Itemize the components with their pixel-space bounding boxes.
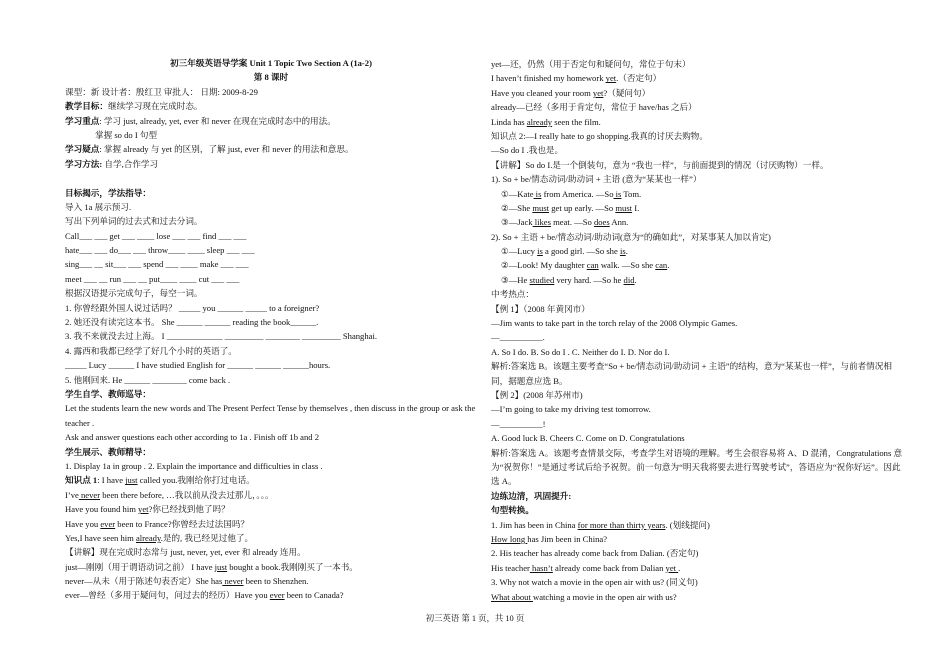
example-line [65, 517, 477, 531]
key-point-line [65, 114, 477, 128]
text-span: get up early. —So [549, 202, 616, 213]
text-span: ②—Look! My daughter [501, 260, 587, 271]
exercise-line: 3. Why not watch a movie in the open air with us? (同义句) [491, 577, 698, 588]
text-span: . [625, 246, 628, 257]
explanation-line: 【讲解】现在完成时态常与 just, never, yet, ever 和 already 连用。 [65, 547, 306, 558]
example-line [491, 86, 903, 100]
text-span: has Jim been in China? [527, 533, 608, 544]
text-span: meat. —So [550, 217, 594, 228]
dialog-line: —So do I .我也是。 [491, 145, 564, 156]
text-span: never—从未（用于陈述句表否定）She has [65, 576, 223, 587]
question-line: —Jim wants to take part in the torch relay of the 2008 Olympic Games. [491, 318, 738, 329]
underlined-word: yet [665, 562, 679, 573]
analysis-text: 解析:答案选 B。该题主要考查“So + be/情态动词/助动词 + 主语”的结构，意为“某某也一样”，与前者情况相同，据题意应选 B。 [491, 361, 892, 386]
text-span: watching a movie in the open air with us? [533, 591, 677, 602]
text-span: : I have [97, 475, 126, 486]
underlined-word: just [214, 561, 228, 572]
text-span: . [667, 260, 670, 271]
text-span: ?（疑问句） [603, 87, 651, 98]
example-line [65, 574, 477, 588]
display-heading: 学生展示、教师精导： [65, 446, 151, 457]
example-line [491, 273, 903, 287]
example-line [491, 187, 903, 201]
knowledge-point-2: 知识点 2:—I really hate to go shopping.我真的讨厌去购物。 [491, 130, 708, 141]
answer-blank: —__________! [491, 418, 546, 429]
text-span: bought a book.我刚刚买了一本书。 [227, 561, 358, 572]
text-span: . (划线提问) [665, 519, 710, 530]
left-column [65, 56, 477, 603]
text-span: ①—Lucy [501, 246, 538, 257]
example-line [491, 244, 903, 258]
answer-blank: —__________. [491, 332, 545, 343]
meta-line: 课型：新 设计者：殷红卫 审批人： 日期: 2009-8-29 [65, 86, 258, 97]
exercise-line [491, 518, 903, 532]
text-span: a good girl. —So she [542, 246, 620, 257]
difficulty-line [65, 142, 477, 156]
text-span: Linda has [491, 116, 527, 127]
usage-line: already—已经（多用于肯定句，常位于 have/has 之后） [491, 102, 697, 113]
text-span: from America. —So [541, 188, 614, 199]
text-span: ever—曾经（多用于疑问句，问过去的经历）Have you [65, 590, 270, 601]
intro-line: 导入 1a 展示预习. [65, 201, 132, 212]
rule-line: 1). So + be/情态动词/助动词 + 主语 (意为“某某也一样”） [491, 174, 702, 185]
example-1-heading: 【例 1】（2008 年黄冈市） [491, 303, 590, 314]
options-line: A. Good luck B. Cheers C. Come on D. Congratulations [491, 433, 685, 444]
text-span: ②—She [501, 202, 533, 213]
period-label: 第 8 课时 [253, 72, 289, 83]
difficulty-label: 学习疑点 [65, 144, 100, 155]
example-line [491, 258, 903, 272]
word-row: Call___ ___ get ___ ____ lose ___ ___ find ___ ___ [65, 230, 247, 241]
practice-heading: 边练边清，巩固提升: [491, 490, 572, 501]
example-line [491, 215, 903, 229]
word-row: hate___ ___ do___ ___ throw____ ____ sleep ___ ___ [65, 245, 255, 256]
options-line: A. So I do. B. So do I . C. Neither do I. D. Nor do I. [491, 346, 670, 357]
sentence-item: _____ Lucy ______ I have studied English for ______ ______ ______hours. [65, 360, 331, 371]
objective-line [65, 99, 477, 113]
exercise-answer [491, 590, 903, 604]
example-line [65, 488, 477, 502]
text-span: just—刚刚（用于谓语动词之前） I have [65, 561, 215, 572]
text-span: Have you found him [65, 504, 139, 515]
underlined-word: studied [529, 274, 555, 285]
text-span: walk. —So she [598, 260, 656, 271]
sentence-item: 3. 我不来就没去过上海。 I _____________ _________ ________ _________ Shanghai. [65, 331, 377, 342]
question-line: —I’m going to take my driving test tomorrow. [491, 404, 651, 415]
underlined-word: ever [100, 518, 116, 529]
underlined-word: ever [269, 590, 285, 601]
text-span: been to Canada? [284, 590, 344, 601]
document-title: 初三年级英语导学案 Unit 1 Topic Two Section A (1a-2) [170, 58, 372, 68]
example-line [491, 115, 903, 129]
text-span: called you.我刚给你打过电话。 [137, 475, 255, 486]
underlined-word: must [615, 202, 633, 213]
task-line: 写出下列单词的过去式和过去分词。 [65, 216, 203, 227]
text-span: .（否定句） [616, 73, 662, 84]
explanation-line: 【讲解】So do I.是一个倒装句，意为 “我也一样”，与前面提到的情况（讨厌购物）一样。 [491, 159, 829, 170]
page-footer: 初三英语 第 1 页，共 10 页 [425, 614, 525, 623]
text-span: been to Shenzhen. [243, 576, 309, 587]
underlined-word: yet [138, 504, 149, 515]
exercise-answer [491, 532, 903, 546]
objective-text: 继续学习现在完成时态。 [107, 101, 203, 112]
text-span: His teacher [491, 562, 530, 573]
text-span: . [634, 274, 637, 285]
text-span: Have you [65, 518, 101, 529]
example-line [65, 560, 477, 574]
example-line [65, 588, 477, 602]
text-span: I. [632, 202, 640, 213]
example-line [65, 502, 477, 516]
spacer [65, 171, 477, 185]
text-span: Tom. [621, 188, 642, 199]
underlined-word: is [619, 246, 626, 257]
word-row: meet ___ __ run ___ __ put____ ____ cut ___ ___ [65, 273, 240, 284]
underlined-word: about [511, 591, 534, 602]
analysis-text: 解析:答案选 A。该题考查情景交际，考查学生对语境的理解。考生会很容易将 A、D 混淆，Congratulations 意为“祝贺你！”是通过考试后给予祝贺。前一句意为“明天我将要去进行驾驶考试”，答语应为“祝你好运”。因此选 A。 [491, 447, 903, 487]
sentence-item: 1. 你曾经跟外国人说过话吗？ _____ you ______ _____ to a foreigner? [65, 302, 320, 313]
difficulty-text: : 掌握 already 与 yet 的区别，了解 just, ever 和 never 的用法和意思。 [99, 144, 354, 155]
method-label: 学习方法: [65, 158, 103, 169]
method-text: 自学,合作学习 [102, 158, 159, 169]
text-span: ?你已经找到他了吗？ [148, 504, 230, 515]
self-study-text: Let the students learn the new words and The Present Perfect Tense by themselves , then discuss in the group or ask the teacher . [65, 403, 476, 428]
underlined-word: already [135, 532, 161, 543]
key-point-label: 学习重点 [65, 115, 100, 126]
sentence-item: 4. 露西和我都已经学了好几个小时的英语了。 [65, 345, 237, 356]
knowledge-point-1-label: 知识点 1 [65, 475, 98, 486]
underlined-word: never [78, 489, 101, 500]
underlined-word: What [491, 591, 512, 602]
underlined-word: never [222, 576, 244, 587]
exam-hotspot-heading: 中考热点： [491, 289, 534, 300]
underlined-word: is [537, 246, 543, 257]
example-line [491, 71, 903, 85]
text-span: 1. Jim has been in China [491, 519, 578, 530]
text-span: ③—Jack [501, 217, 533, 228]
text-span: I haven’t finished my homework [491, 73, 606, 84]
method-line [65, 157, 477, 171]
underlined-word: does [593, 217, 610, 228]
text-span: already come back from Dalian [552, 562, 666, 573]
rule-line: 2). So + 主语 + be/情态动词/助动词(意为“的确如此”，对某事某人加以肯定) [491, 231, 771, 242]
text-span: seen the film. [552, 116, 601, 127]
text-span: Ann. [609, 217, 629, 228]
text-span: ①—Kate [501, 188, 534, 199]
sentence-item: 2. 她还没有读完这本书。 She ______ ______ reading the book______. [65, 317, 319, 328]
underlined-word: hasn’t [529, 562, 553, 573]
right-column [491, 57, 903, 604]
transformation-heading: 句型转换。 [491, 505, 534, 516]
key-point-text: : 学习 just, already, yet, ever 和 never 在现在完成时态中的用法。 [99, 115, 336, 126]
text-span: Have you cleaned your room [491, 87, 593, 98]
text-span: been there before, …我以前从没去过那儿，。。。 [100, 489, 274, 500]
sentence-item: 5. 他刚回来. He ______ ________ come back . [65, 374, 231, 385]
underlined-word: already [526, 116, 553, 127]
text-span: I’ve [65, 489, 79, 500]
underlined-word: for more than thirty years [577, 519, 666, 530]
underlined-word: is [613, 188, 622, 199]
display-text: 1. Display 1a in group . 2. Explain the importance and difficulties in class . [65, 460, 323, 471]
underlined-word: is [533, 188, 542, 199]
key-point-line-2: 掌握 so do I 句型 [95, 129, 158, 140]
underlined-word: yet [605, 73, 617, 84]
underlined-word: just [125, 475, 138, 486]
underlined-word: likes [532, 217, 551, 228]
goal-heading: 目标揭示，学法指导： [65, 187, 151, 198]
underlined-word: can [586, 260, 599, 271]
text-span: . [678, 562, 681, 573]
underlined-word: did [623, 274, 635, 285]
text-span: been to France?你曾经去过法国吗？ [115, 518, 250, 529]
exercise-line: 2. His teacher has already come back from Dalian. (否定句) [491, 548, 699, 559]
self-study-text-2: Ask and answer questions each other according to 1a . Finish off 1b and 2 [65, 432, 320, 443]
example-line [65, 531, 477, 545]
word-row: sing___ __ sit___ ___ spend ___ ____ make ___ ___ [65, 259, 249, 270]
exercise-answer [491, 561, 903, 575]
objective-label: 教学目标： [65, 101, 108, 112]
self-study-heading: 学生自学、教师巡导： [65, 388, 151, 399]
example-2-heading: 【例 2】(2008 年苏州市) [491, 390, 583, 401]
underlined-word: can [655, 260, 668, 271]
usage-line: yet—还，仍然（用于否定句和疑问句，常位于句末） [491, 59, 691, 69]
text-span: ③—He [501, 274, 530, 285]
underlined-word: How long [491, 533, 528, 544]
underlined-word: yet [592, 87, 604, 98]
text-span: .是的, 我已经见过他了。 [160, 532, 254, 543]
example-line [491, 201, 903, 215]
knowledge-point-1 [65, 473, 477, 487]
translation-heading: 根据汉语提示完成句子，每空一词。 [65, 288, 203, 299]
underlined-word: must [532, 202, 550, 213]
text-span: very hard. —So he [554, 274, 624, 285]
text-span: Yes,I have seen him [65, 532, 136, 543]
